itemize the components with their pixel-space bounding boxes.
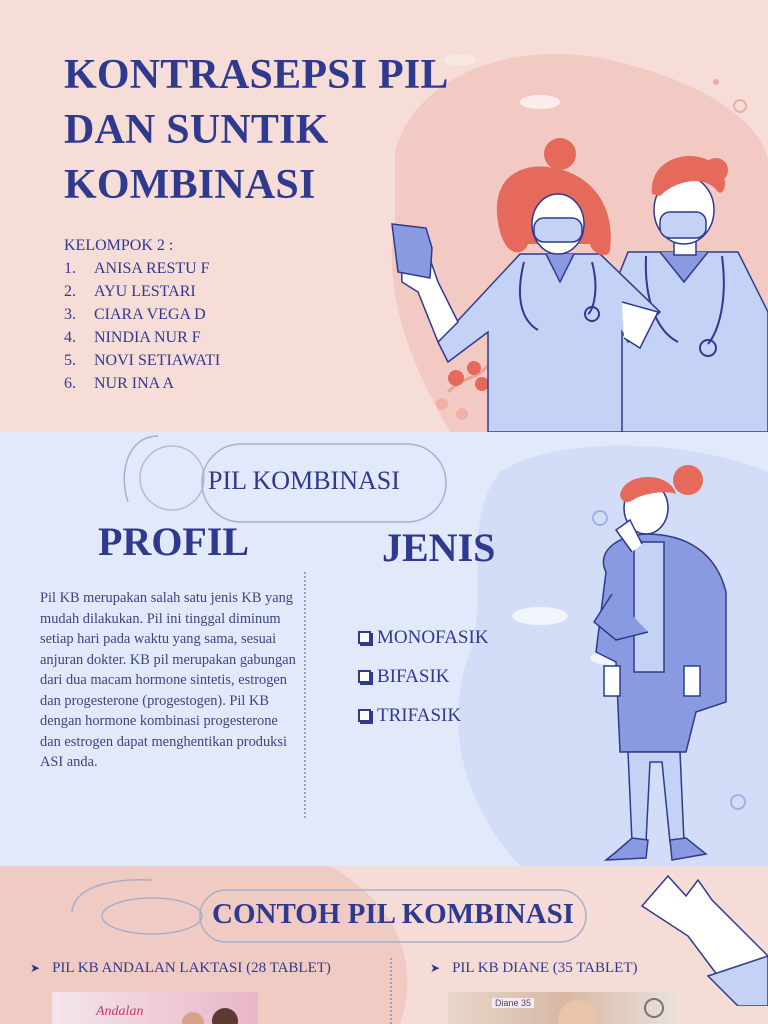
column-divider bbox=[304, 572, 306, 818]
list-item bbox=[64, 303, 220, 326]
profil-heading: PROFIL bbox=[98, 519, 250, 564]
jenis-heading: JENIS bbox=[382, 525, 496, 570]
bayer-logo-icon bbox=[644, 998, 664, 1018]
list-number: 2. bbox=[64, 283, 76, 300]
face-shape bbox=[182, 1012, 204, 1024]
list-number: 5. bbox=[64, 352, 76, 369]
nurse-left bbox=[392, 138, 660, 432]
list-number: 6. bbox=[64, 375, 76, 392]
title-line: DAN SUNTIK bbox=[64, 107, 329, 153]
member-name: NOVI SETIAWATI bbox=[94, 352, 221, 369]
example-label: PIL KB ANDALAN LAKTASI (28 TABLET) bbox=[52, 960, 331, 976]
arrow-icon: ➤ bbox=[430, 961, 441, 975]
slide-title: PIL KOMBINASI bbox=[208, 466, 400, 495]
jenis-label: TRIFASIK bbox=[377, 704, 462, 726]
group-members bbox=[64, 234, 220, 395]
face-shape bbox=[558, 1000, 598, 1024]
list-item bbox=[64, 326, 220, 349]
member-name: AYU LESTARI bbox=[94, 283, 196, 300]
group-label: KELOMPOK 2 : bbox=[64, 237, 174, 254]
gloves-illustration bbox=[628, 866, 768, 1006]
member-name: CIARA VEGA D bbox=[94, 306, 206, 323]
checkbox-icon bbox=[358, 670, 371, 683]
list-item bbox=[64, 257, 220, 280]
example-label: PIL KB DIANE (35 TABLET) bbox=[452, 960, 638, 976]
list-item bbox=[358, 657, 489, 696]
face-shape bbox=[212, 1008, 238, 1024]
jenis-label: MONOFASIK bbox=[377, 626, 489, 648]
list-item bbox=[64, 280, 220, 303]
doctor-illustration bbox=[576, 462, 736, 866]
title-slide bbox=[0, 0, 768, 432]
pil-kombinasi-slide bbox=[0, 432, 768, 866]
member-name: NUR INA A bbox=[94, 375, 175, 392]
product-label: Diane 35 bbox=[492, 998, 534, 1008]
product-photo-diane bbox=[448, 992, 680, 1024]
list-number: 1. bbox=[64, 260, 76, 277]
product-photo-andalan bbox=[52, 992, 258, 1024]
checkbox-icon bbox=[358, 631, 371, 644]
title-line: KONTRASEPSI PIL bbox=[64, 52, 449, 98]
example-item bbox=[430, 960, 638, 977]
list-item bbox=[64, 372, 220, 395]
example-item bbox=[30, 960, 331, 977]
slide-title: CONTOH PIL KOMBINASI bbox=[212, 898, 575, 930]
title-line: KOMBINASI bbox=[64, 162, 316, 208]
contoh-slide bbox=[0, 866, 768, 1024]
member-name: NINDIA NUR F bbox=[94, 329, 201, 346]
list-item bbox=[358, 696, 489, 735]
product-label: Andalan bbox=[96, 1004, 144, 1019]
nurses-illustration bbox=[378, 132, 768, 432]
jenis-list bbox=[358, 618, 489, 735]
arrow-icon: ➤ bbox=[30, 961, 41, 975]
column-divider bbox=[390, 958, 392, 1024]
flower-decoration bbox=[436, 361, 490, 420]
member-name: ANISA RESTU F bbox=[94, 260, 210, 277]
list-item bbox=[358, 618, 489, 657]
list-number: 3. bbox=[64, 306, 76, 323]
list-number: 4. bbox=[64, 329, 76, 346]
checkbox-icon bbox=[358, 709, 371, 722]
list-item bbox=[64, 349, 220, 372]
member-list bbox=[64, 257, 220, 395]
jenis-label: BIFASIK bbox=[377, 665, 450, 687]
profil-paragraph: Pil KB merupakan salah satu jenis KB yang mudah dilakukan. Pil ini tinggal diminum setiap hari pada waktu yang sama, sesuai anjuran dokter. KB pil merupakan gabungan dari dua macam hormone sintetis, estrogen dan progesterone (progestogen). Pil KB dengan hormone kombinasi progesterone dan estrogen dapat menghentikan produksi ASI anda. bbox=[40, 590, 296, 770]
